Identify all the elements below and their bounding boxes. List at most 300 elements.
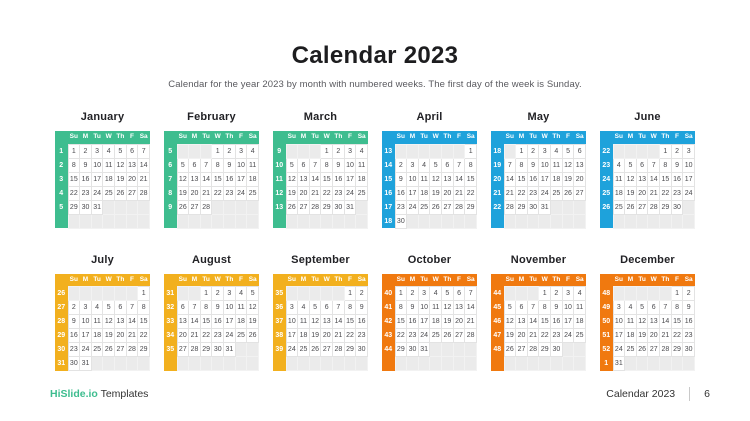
day-cell: 3 xyxy=(562,287,574,301)
day-cell: 8 xyxy=(395,301,407,315)
day-cell: 16 xyxy=(333,172,345,186)
week-number-cell: 42 xyxy=(382,315,395,329)
day-cell: 1 xyxy=(321,144,333,158)
day-cell: 17 xyxy=(91,172,103,186)
day-cell xyxy=(625,144,637,158)
week-number-cell: 45 xyxy=(491,301,504,315)
week-number-cell: 3 xyxy=(55,172,68,186)
day-cell: 14 xyxy=(504,172,516,186)
day-cell: 28 xyxy=(453,200,465,214)
day-cell: 15 xyxy=(200,315,212,329)
week-row xyxy=(164,172,259,186)
day-cell: 9 xyxy=(407,301,419,315)
day-cell: 7 xyxy=(189,301,201,315)
day-cell xyxy=(683,200,695,214)
day-cell: 8 xyxy=(660,158,672,172)
day-cell: 6 xyxy=(516,301,528,315)
day-cell: 19 xyxy=(177,186,189,200)
day-cell: 17 xyxy=(683,172,695,186)
day-cell: 28 xyxy=(200,200,212,214)
month-december xyxy=(600,254,695,372)
day-cell xyxy=(516,214,528,228)
day-header: F xyxy=(344,131,356,144)
week-row xyxy=(55,301,150,315)
week-row xyxy=(164,200,259,214)
day-cell: 23 xyxy=(224,186,236,200)
day-cell: 11 xyxy=(235,301,247,315)
day-cell: 7 xyxy=(333,301,345,315)
week-row xyxy=(273,343,368,357)
day-cell: 22 xyxy=(671,329,683,343)
week-row xyxy=(273,186,368,200)
day-cell: 27 xyxy=(298,200,310,214)
day-cell: 14 xyxy=(527,315,539,329)
day-cell: 2 xyxy=(212,287,224,301)
day-header: Su xyxy=(177,274,189,287)
day-cell: 28 xyxy=(648,200,660,214)
day-header: Tu xyxy=(418,274,430,287)
day-cell xyxy=(430,357,442,371)
day-cell xyxy=(247,214,259,228)
week-row xyxy=(491,186,586,200)
day-cell: 15 xyxy=(68,172,80,186)
week-row xyxy=(600,200,695,214)
day-header: F xyxy=(126,131,138,144)
day-cell: 18 xyxy=(551,172,563,186)
day-cell: 5 xyxy=(103,301,115,315)
day-header: F xyxy=(126,274,138,287)
day-cell: 17 xyxy=(418,315,430,329)
day-cell xyxy=(224,357,236,371)
week-number-cell: 9 xyxy=(273,144,286,158)
day-cell: 9 xyxy=(683,301,695,315)
day-cell xyxy=(430,144,442,158)
day-cell: 17 xyxy=(80,329,92,343)
day-cell: 16 xyxy=(671,172,683,186)
day-cell xyxy=(504,214,516,228)
day-header: W xyxy=(430,131,442,144)
day-cell xyxy=(660,357,672,371)
day-cell xyxy=(286,357,298,371)
day-cell xyxy=(356,357,368,371)
day-cell: 3 xyxy=(539,144,551,158)
day-cell: 16 xyxy=(551,315,563,329)
day-cell: 6 xyxy=(453,287,465,301)
day-cell: 8 xyxy=(138,301,150,315)
month-table xyxy=(164,274,259,372)
day-cell xyxy=(126,200,138,214)
day-cell: 26 xyxy=(286,200,298,214)
day-cell xyxy=(504,144,516,158)
day-header: W xyxy=(648,274,660,287)
day-header: Su xyxy=(613,274,625,287)
day-cell: 15 xyxy=(660,172,672,186)
day-cell: 4 xyxy=(574,287,586,301)
week-number-cell: 14 xyxy=(382,158,395,172)
day-cell: 31 xyxy=(80,357,92,371)
page-header xyxy=(0,0,750,90)
month-name: August xyxy=(191,253,232,266)
week-number-cell: 36 xyxy=(273,301,286,315)
day-cell: 13 xyxy=(442,172,454,186)
day-cell: 29 xyxy=(321,200,333,214)
day-cell: 3 xyxy=(80,301,92,315)
week-row xyxy=(382,301,477,315)
day-header-row xyxy=(164,131,259,144)
day-header: Su xyxy=(395,274,407,287)
week-number-cell: 18 xyxy=(382,214,395,228)
day-cell: 21 xyxy=(648,186,660,200)
week-number-cell xyxy=(164,214,177,228)
day-cell xyxy=(648,287,660,301)
day-cell: 29 xyxy=(344,343,356,357)
week-number-cell: 24 xyxy=(600,172,613,186)
day-cell: 30 xyxy=(80,200,92,214)
week-row xyxy=(491,315,586,329)
day-cell: 8 xyxy=(321,158,333,172)
day-cell xyxy=(309,287,321,301)
month-table xyxy=(273,131,368,229)
day-cell: 30 xyxy=(671,200,683,214)
footer-right xyxy=(606,387,710,401)
week-number-cell: 13 xyxy=(382,144,395,158)
day-cell xyxy=(516,357,528,371)
day-header: Sa xyxy=(574,131,586,144)
day-cell: 8 xyxy=(344,301,356,315)
corner-cell xyxy=(273,131,286,144)
day-header: Th xyxy=(224,131,236,144)
day-cell xyxy=(115,287,127,301)
day-header-row xyxy=(55,131,150,144)
week-row xyxy=(273,214,368,228)
week-row xyxy=(273,200,368,214)
day-cell: 30 xyxy=(527,200,539,214)
day-cell xyxy=(247,357,259,371)
day-cell: 28 xyxy=(527,343,539,357)
day-cell xyxy=(453,214,465,228)
day-header: Sa xyxy=(247,274,259,287)
day-cell: 29 xyxy=(465,200,477,214)
day-cell: 27 xyxy=(453,329,465,343)
month-january xyxy=(55,111,150,229)
day-cell: 12 xyxy=(115,158,127,172)
day-cell: 1 xyxy=(671,287,683,301)
day-header: M xyxy=(516,131,528,144)
day-cell: 14 xyxy=(453,172,465,186)
week-number-cell: 28 xyxy=(55,315,68,329)
day-cell xyxy=(177,357,189,371)
week-number-cell: 1 xyxy=(600,357,613,371)
day-cell xyxy=(298,214,310,228)
day-cell: 21 xyxy=(660,329,672,343)
day-cell: 1 xyxy=(395,287,407,301)
week-number-cell xyxy=(491,214,504,228)
day-cell: 20 xyxy=(636,186,648,200)
day-cell: 13 xyxy=(574,158,586,172)
day-cell: 12 xyxy=(247,301,259,315)
day-cell: 20 xyxy=(115,329,127,343)
week-number-cell xyxy=(273,357,286,371)
day-cell: 4 xyxy=(235,287,247,301)
day-cell: 5 xyxy=(504,301,516,315)
day-cell: 15 xyxy=(539,315,551,329)
day-cell: 13 xyxy=(321,315,333,329)
day-cell: 7 xyxy=(200,158,212,172)
day-cell xyxy=(126,357,138,371)
brand-link[interactable]: HiSlide.io xyxy=(50,388,98,400)
week-number-cell: 7 xyxy=(164,172,177,186)
day-cell: 14 xyxy=(138,158,150,172)
month-september xyxy=(273,254,368,372)
day-cell: 18 xyxy=(430,315,442,329)
day-header: W xyxy=(212,274,224,287)
week-row xyxy=(491,158,586,172)
day-cell: 1 xyxy=(539,287,551,301)
week-row xyxy=(382,343,477,357)
day-cell: 9 xyxy=(551,301,563,315)
week-row xyxy=(382,172,477,186)
month-june xyxy=(600,111,695,229)
week-row xyxy=(600,357,695,371)
day-cell: 16 xyxy=(395,186,407,200)
week-number-cell xyxy=(600,214,613,228)
day-cell xyxy=(356,214,368,228)
day-cell: 13 xyxy=(648,315,660,329)
week-row xyxy=(164,315,259,329)
day-cell: 10 xyxy=(91,158,103,172)
day-cell: 4 xyxy=(356,144,368,158)
week-row xyxy=(382,329,477,343)
month-july xyxy=(55,254,150,372)
day-header-row xyxy=(600,274,695,287)
day-cell: 1 xyxy=(138,287,150,301)
week-number-cell xyxy=(491,357,504,371)
day-cell: 6 xyxy=(189,158,201,172)
day-cell: 24 xyxy=(344,186,356,200)
month-table xyxy=(382,131,477,229)
day-cell: 5 xyxy=(177,158,189,172)
week-number-cell: 39 xyxy=(273,343,286,357)
day-cell: 27 xyxy=(115,343,127,357)
day-header: Sa xyxy=(465,274,477,287)
day-cell xyxy=(235,214,247,228)
month-table xyxy=(273,274,368,372)
day-cell xyxy=(660,287,672,301)
day-header: F xyxy=(235,274,247,287)
day-cell: 19 xyxy=(103,329,115,343)
week-row xyxy=(164,186,259,200)
day-cell: 4 xyxy=(551,144,563,158)
day-cell: 11 xyxy=(613,172,625,186)
day-cell: 30 xyxy=(395,214,407,228)
day-cell: 6 xyxy=(442,158,454,172)
day-cell: 22 xyxy=(138,329,150,343)
day-cell xyxy=(442,214,454,228)
day-header: F xyxy=(453,131,465,144)
day-cell: 12 xyxy=(177,172,189,186)
day-cell xyxy=(126,287,138,301)
day-cell: 24 xyxy=(80,343,92,357)
week-number-cell: 25 xyxy=(600,186,613,200)
day-cell xyxy=(235,343,247,357)
day-cell xyxy=(418,214,430,228)
day-cell: 30 xyxy=(356,343,368,357)
day-cell: 15 xyxy=(212,172,224,186)
day-cell: 7 xyxy=(126,301,138,315)
day-cell: 13 xyxy=(189,172,201,186)
day-cell: 6 xyxy=(636,158,648,172)
brand-suffix: Templates xyxy=(100,388,149,400)
day-cell: 10 xyxy=(235,158,247,172)
day-cell xyxy=(395,144,407,158)
day-cell xyxy=(224,200,236,214)
day-cell: 13 xyxy=(177,315,189,329)
day-cell xyxy=(103,200,115,214)
day-header: Tu xyxy=(91,274,103,287)
day-cell: 18 xyxy=(247,172,259,186)
day-cell: 31 xyxy=(613,357,625,371)
week-row xyxy=(164,329,259,343)
day-cell: 24 xyxy=(235,186,247,200)
week-number-cell: 41 xyxy=(382,301,395,315)
day-cell xyxy=(683,214,695,228)
day-cell: 16 xyxy=(356,315,368,329)
week-number-cell: 26 xyxy=(600,200,613,214)
corner-cell xyxy=(55,274,68,287)
day-cell: 26 xyxy=(442,329,454,343)
day-cell xyxy=(625,214,637,228)
month-november xyxy=(491,254,586,372)
day-cell: 26 xyxy=(625,200,637,214)
day-cell xyxy=(200,357,212,371)
day-cell: 3 xyxy=(235,144,247,158)
day-cell xyxy=(115,357,127,371)
day-cell xyxy=(298,357,310,371)
day-cell: 12 xyxy=(504,315,516,329)
day-cell: 18 xyxy=(574,315,586,329)
week-number-cell: 38 xyxy=(273,329,286,343)
week-number-cell: 37 xyxy=(273,315,286,329)
week-row xyxy=(382,158,477,172)
day-cell: 2 xyxy=(68,301,80,315)
day-cell: 4 xyxy=(247,144,259,158)
day-cell: 21 xyxy=(309,186,321,200)
day-cell: 18 xyxy=(91,329,103,343)
day-header: W xyxy=(321,131,333,144)
day-cell: 16 xyxy=(212,315,224,329)
day-cell: 3 xyxy=(407,158,419,172)
day-cell: 1 xyxy=(68,144,80,158)
week-row xyxy=(273,158,368,172)
day-cell: 10 xyxy=(539,158,551,172)
day-cell xyxy=(636,357,648,371)
day-header: Su xyxy=(177,131,189,144)
day-cell: 6 xyxy=(126,144,138,158)
day-cell: 17 xyxy=(286,329,298,343)
week-row xyxy=(491,301,586,315)
month-table xyxy=(55,274,150,372)
day-cell: 24 xyxy=(562,329,574,343)
day-cell: 11 xyxy=(91,315,103,329)
month-table xyxy=(600,274,695,372)
day-cell: 14 xyxy=(309,172,321,186)
day-cell xyxy=(189,144,201,158)
day-cell: 26 xyxy=(430,200,442,214)
day-cell xyxy=(648,214,660,228)
day-cell: 26 xyxy=(247,329,259,343)
day-cell: 9 xyxy=(395,172,407,186)
week-row xyxy=(491,329,586,343)
day-cell xyxy=(430,343,442,357)
day-cell xyxy=(660,214,672,228)
day-cell: 20 xyxy=(298,186,310,200)
month-name: September xyxy=(291,253,350,266)
day-header: M xyxy=(80,131,92,144)
day-cell: 26 xyxy=(103,343,115,357)
day-cell: 11 xyxy=(103,158,115,172)
day-cell xyxy=(235,357,247,371)
day-cell: 6 xyxy=(321,301,333,315)
day-cell: 2 xyxy=(551,287,563,301)
day-cell: 25 xyxy=(356,186,368,200)
day-cell: 30 xyxy=(333,200,345,214)
day-cell: 18 xyxy=(356,172,368,186)
day-cell: 16 xyxy=(683,315,695,329)
day-cell: 15 xyxy=(516,172,528,186)
day-cell xyxy=(286,287,298,301)
day-cell xyxy=(648,357,660,371)
week-number-cell: 30 xyxy=(55,343,68,357)
week-number-cell: 17 xyxy=(382,200,395,214)
footer-brand xyxy=(50,388,148,400)
day-cell: 21 xyxy=(189,329,201,343)
day-cell: 28 xyxy=(660,343,672,357)
day-header: M xyxy=(298,274,310,287)
day-header: Sa xyxy=(574,274,586,287)
week-row xyxy=(55,158,150,172)
week-number-cell: 47 xyxy=(491,329,504,343)
week-number-cell: 52 xyxy=(600,343,613,357)
day-cell: 20 xyxy=(516,329,528,343)
day-cell xyxy=(418,144,430,158)
week-number-cell: 26 xyxy=(55,287,68,301)
day-header-row xyxy=(382,131,477,144)
day-cell xyxy=(453,343,465,357)
day-cell: 16 xyxy=(68,329,80,343)
day-header: Su xyxy=(286,274,298,287)
day-cell xyxy=(453,357,465,371)
day-cell: 29 xyxy=(200,343,212,357)
day-cell: 13 xyxy=(636,172,648,186)
day-cell: 1 xyxy=(516,144,528,158)
day-cell: 11 xyxy=(356,158,368,172)
day-header: Su xyxy=(613,131,625,144)
day-header: F xyxy=(671,131,683,144)
day-cell xyxy=(527,214,539,228)
day-cell: 17 xyxy=(407,186,419,200)
day-header: W xyxy=(539,274,551,287)
day-cell xyxy=(115,214,127,228)
day-cell: 1 xyxy=(465,144,477,158)
day-cell xyxy=(465,343,477,357)
week-row xyxy=(273,301,368,315)
week-number-cell: 9 xyxy=(164,200,177,214)
day-cell: 31 xyxy=(344,200,356,214)
day-header: W xyxy=(212,131,224,144)
day-cell xyxy=(574,343,586,357)
day-header: Tu xyxy=(418,131,430,144)
day-cell xyxy=(321,214,333,228)
